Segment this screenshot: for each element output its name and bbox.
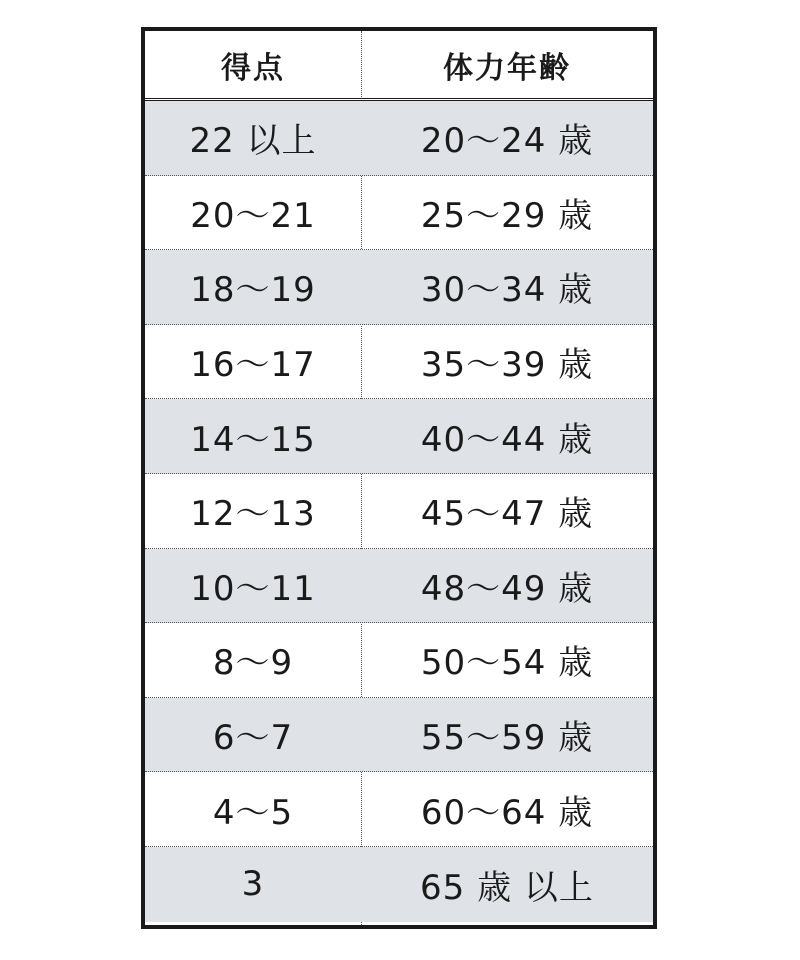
- age-cell: 40～44 歳: [420, 419, 594, 460]
- header-fitness-age: 体力年齢: [443, 50, 571, 86]
- age-cell: 25～29 歳: [420, 195, 594, 236]
- age-cell: 20～24 歳: [420, 121, 594, 162]
- score-cell: 12～13: [190, 494, 316, 535]
- table-row: [145, 847, 653, 922]
- age-cell: 60～64 歳: [420, 792, 594, 833]
- age-cell: 48～49 歳: [420, 568, 594, 609]
- table-row: [145, 325, 653, 400]
- score-cell: 3: [241, 864, 265, 905]
- age-cell: 30～34 歳: [420, 270, 594, 311]
- score-cell: 16～17: [190, 345, 316, 386]
- table-body: [145, 101, 653, 922]
- header-score: 得点: [221, 50, 285, 86]
- age-cell: 65 歳 以上: [420, 867, 594, 908]
- age-cell: 50～54 歳: [420, 643, 594, 684]
- age-cell: 35～39 歳: [420, 345, 594, 386]
- score-cell: 6～7: [212, 718, 294, 759]
- score-cell: 18～19: [190, 270, 316, 311]
- table-row: [145, 250, 653, 325]
- table-row: [145, 399, 653, 474]
- table-row: [145, 176, 653, 251]
- table-row: [145, 474, 653, 549]
- age-cell: 55～59 歳: [420, 718, 594, 759]
- score-cell: 8～9: [212, 643, 294, 684]
- table-row: [145, 698, 653, 773]
- score-cell: 4～5: [212, 792, 294, 833]
- table-row: [145, 772, 653, 847]
- table-row: [145, 549, 653, 624]
- score-cell: 20～21: [190, 195, 316, 236]
- table-row: [145, 623, 653, 698]
- age-cell: 45～47 歳: [420, 494, 594, 535]
- score-cell: 10～11: [190, 568, 316, 609]
- table-header-row: [145, 31, 653, 101]
- score-cell: 14～15: [190, 419, 316, 460]
- table-row: [145, 101, 653, 176]
- score-cell: 22 以上: [189, 121, 317, 162]
- fitness-age-table: [141, 27, 657, 929]
